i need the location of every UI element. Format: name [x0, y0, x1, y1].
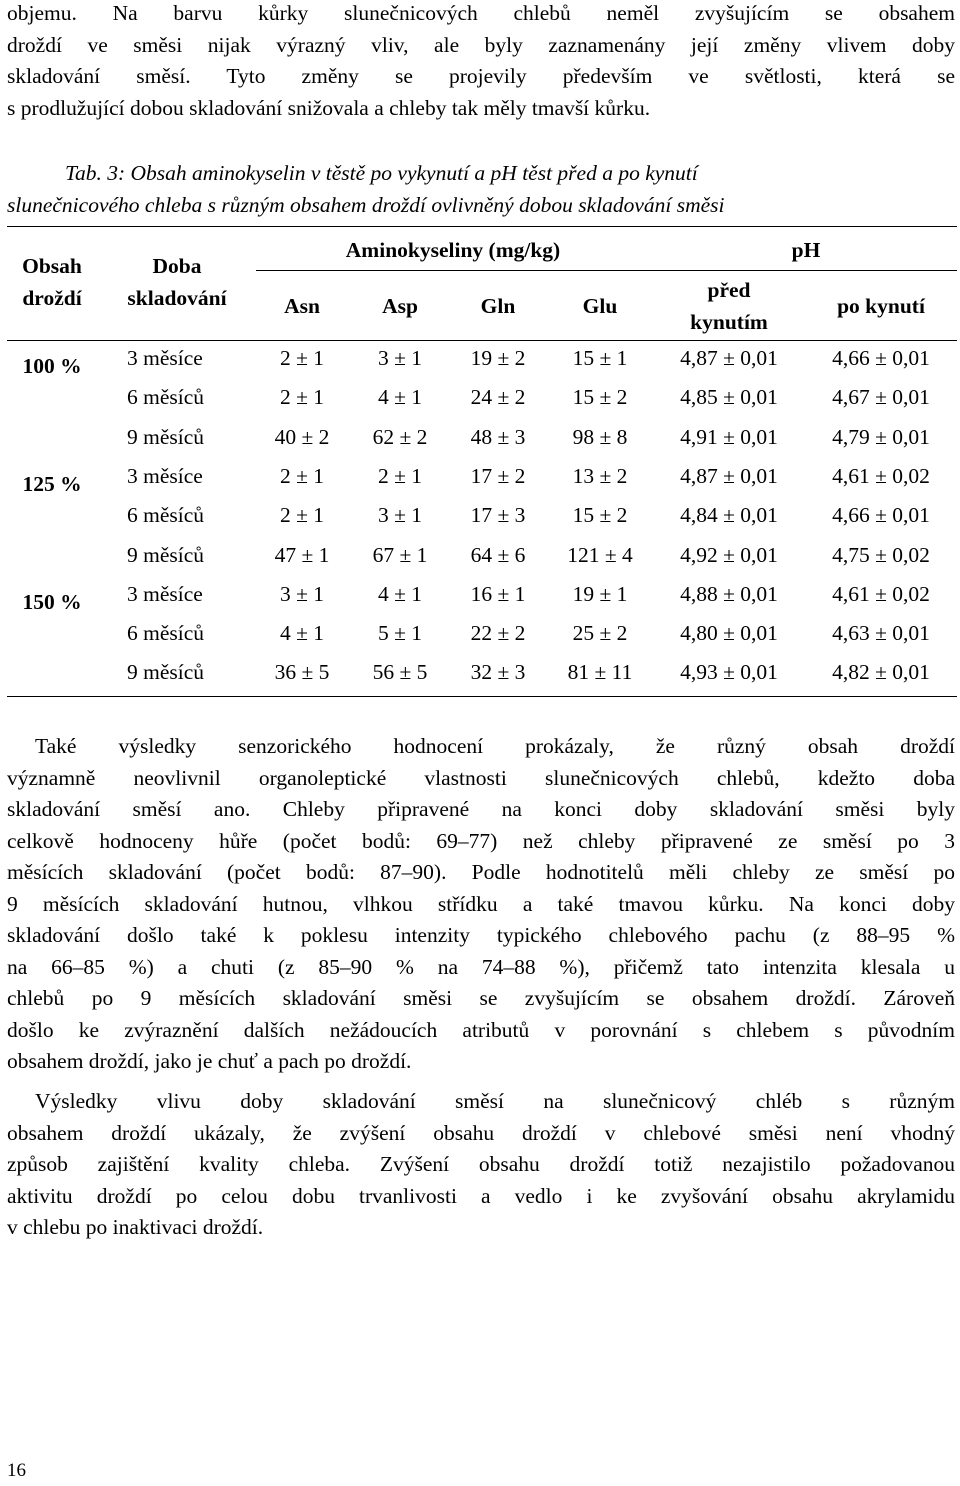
group-label: 150 %: [22, 589, 82, 614]
text-line: 9 měsících skladování hutnou, vlhkou střídku a také tmavou kůrku. Na konci doby: [7, 891, 955, 916]
cell-gln: 32 ± 3: [470, 660, 526, 685]
cell-doba: 9 měsíců: [127, 542, 205, 567]
text-line: na 66–85 %) a chuti (z 85–90 % na 74–88 %), přičemž tato intenzita klesala u: [7, 954, 955, 979]
header-po-kynuti: po kynutí: [837, 294, 925, 318]
cell-asn: 2 ± 1: [279, 385, 325, 410]
text-line: významně neovlivnil organoleptické vlastnosti slunečnicových chlebů, kdežto doba: [7, 765, 955, 790]
cell-asn: 47 ± 1: [274, 542, 330, 567]
text-line: celkově hodnoceny hůře (počet bodů: 69–77) než chleby připravené ze směsí po 3: [7, 828, 955, 853]
cell-pred: 4,87 ± 0,01: [680, 346, 778, 370]
text-line: došlo ke zvýraznění dalších nežádoucích atributů v porovnání s chlebem s původním: [7, 1017, 955, 1042]
cell-po: 4,63 ± 0,01: [832, 621, 930, 646]
cell-pred: 4,93 ± 0,01: [680, 660, 778, 685]
cell-doba: 3 měsíce: [127, 463, 203, 488]
group-label: 100 %: [22, 354, 82, 378]
header-drozdi: droždí: [22, 286, 82, 310]
cell-pred: 4,88 ± 0,01: [680, 581, 778, 606]
cell-asn: 40 ± 2: [274, 424, 330, 449]
text-line: obsahem droždí, jako je chuť a pach po droždí.: [7, 1049, 412, 1073]
header-glu: Glu: [582, 294, 618, 318]
header-gln: Gln: [480, 294, 516, 318]
cell-pred: 4,91 ± 0,01: [680, 424, 778, 449]
header-obsah: Obsah: [22, 254, 82, 278]
cell-gln: 48 ± 3: [470, 424, 526, 449]
caption-line-2: slunečnicového chleba s různým obsahem droždí ovlivněný dobou skladování směsi: [7, 192, 725, 217]
cell-asp: 2 ± 1: [377, 463, 423, 488]
cell-glu: 15 ± 2: [572, 385, 628, 410]
cell-po: 4,82 ± 0,01: [832, 660, 930, 685]
cell-asp: 56 ± 5: [372, 660, 428, 685]
cell-po: 4,61 ± 0,02: [832, 463, 930, 488]
header-kynutim: kynutím: [690, 310, 768, 334]
cell-gln: 24 ± 2: [470, 385, 526, 410]
text-line: skladování směsí. Tyto změny se projevily především ve světlosti, která se: [7, 64, 955, 88]
text-line: skladování směsí ano. Chleby připravené na konci doby skladování směsi byly: [7, 797, 955, 821]
text-line: v chlebu po inaktivaci droždí.: [7, 1215, 264, 1239]
cell-glu: 98 ± 8: [572, 424, 628, 449]
text-line: s prodlužující dobou skladování snižovala a chleby tak měly tmavší kůrku.: [7, 95, 651, 120]
cell-asp: 3 ± 1: [377, 346, 423, 370]
table-group-rule: [256, 270, 957, 271]
cell-asp: 62 ± 2: [372, 424, 428, 449]
cell-doba: 6 měsíců: [127, 503, 205, 528]
cell-asn: 2 ± 1: [279, 503, 325, 528]
cell-glu: 15 ± 1: [572, 346, 628, 370]
cell-pred: 4,92 ± 0,01: [680, 542, 778, 567]
text-line: skladování došlo také k poklesu intenzity typického chlebového pachu (z 88–95 %: [7, 923, 955, 947]
text-line: objemu. Na barvu kůrky slunečnicových chlebů neměl zvyšujícím se obsahem: [7, 1, 955, 25]
table-caption: [7, 158, 955, 221]
text-line: měsících skladování (počet bodů: 87–90). Podle hodnotitelů měli chleby ze směsí po: [7, 860, 955, 884]
cell-gln: 22 ± 2: [470, 621, 526, 646]
header-doba: Doba: [152, 254, 202, 278]
cell-gln: 17 ± 3: [470, 503, 526, 528]
cell-po: 4,75 ± 0,02: [832, 542, 930, 567]
cell-doba: 3 měsíce: [127, 581, 203, 606]
cell-asn: 36 ± 5: [274, 660, 330, 685]
cell-po: 4,66 ± 0,01: [832, 346, 930, 370]
group-label: 125 %: [22, 471, 82, 496]
cell-asp: 4 ± 1: [377, 581, 423, 606]
cell-asn: 3 ± 1: [279, 581, 325, 606]
text-line: aktivitu droždí po celou dobu trvanlivosti a vedlo i ke zvyšování obsahu akrylamidu: [7, 1183, 955, 1208]
cell-asn: 2 ± 1: [279, 346, 325, 370]
cell-doba: 3 měsíce: [127, 346, 203, 370]
header-aminokyseliny: Aminokyseliny (mg/kg): [345, 238, 561, 262]
cell-po: 4,61 ± 0,02: [832, 581, 930, 606]
cell-doba: 9 měsíců: [127, 424, 205, 449]
cell-po: 4,79 ± 0,01: [832, 424, 930, 449]
cell-gln: 16 ± 1: [470, 581, 526, 606]
text-line: obsahem droždí ukázaly, že zvýšení obsahu droždí v chlebové směsi není vhodný: [7, 1120, 955, 1145]
cell-glu: 25 ± 2: [572, 621, 628, 646]
cell-pred: 4,85 ± 0,01: [680, 385, 778, 410]
caption-line-1: Tab. 3: Obsah aminokyselin v těstě po vykynutí a pH těst před a po kynutí: [65, 161, 698, 185]
cell-glu: 15 ± 2: [572, 503, 628, 528]
cell-gln: 64 ± 6: [470, 542, 526, 567]
text-line: Také výsledky senzorického hodnocení prokázaly, že různý obsah droždí: [35, 734, 955, 758]
cell-gln: 17 ± 2: [470, 463, 526, 488]
text-line: chlebů po 9 měsících skladování směsi se zvyšujícím se obsahem droždí. Zároveň: [7, 986, 955, 1010]
cell-asn: 2 ± 1: [279, 463, 325, 488]
cell-asp: 3 ± 1: [377, 503, 423, 528]
text-line: droždí ve směsi nijak výrazný vliv, ale byly zaznamenány její změny vlivem doby: [7, 32, 955, 57]
table-header-rule: [7, 340, 957, 341]
cell-asp: 67 ± 1: [372, 542, 428, 567]
cell-glu: 121 ± 4: [567, 542, 633, 567]
page-number: 16: [7, 1460, 26, 1481]
cell-pred: 4,87 ± 0,01: [680, 463, 778, 488]
cell-asn: 4 ± 1: [279, 621, 325, 646]
cell-pred: 4,84 ± 0,01: [680, 503, 778, 528]
header-asp: Asp: [382, 294, 418, 318]
cell-po: 4,66 ± 0,01: [832, 503, 930, 528]
cell-doba: 6 měsíců: [127, 385, 205, 410]
cell-doba: 9 měsíců: [127, 660, 205, 685]
header-asn: Asn: [284, 294, 320, 318]
table-bottom-rule: [7, 696, 957, 697]
cell-glu: 13 ± 2: [572, 463, 628, 488]
header-ph: pH: [791, 238, 821, 262]
intro-paragraph: [7, 0, 955, 124]
cell-gln: 19 ± 2: [470, 346, 526, 370]
paragraph-sensory: [7, 731, 955, 1078]
cell-doba: 6 měsíců: [127, 621, 205, 646]
table-top-rule: [7, 226, 957, 227]
cell-asp: 4 ± 1: [377, 385, 423, 410]
cell-po: 4,67 ± 0,01: [832, 385, 930, 410]
text-line: způsob zajištění kvality chleba. Zvýšení obsahu droždí totiž nezajistilo požadovanou: [7, 1152, 955, 1176]
header-skladovani: skladování: [127, 286, 227, 310]
cell-glu: 19 ± 1: [572, 581, 628, 606]
text-line: Výsledky vlivu doby skladování směsí na slunečnicový chléb s různým: [35, 1089, 955, 1113]
header-pred: před: [707, 278, 751, 302]
cell-asp: 5 ± 1: [377, 621, 423, 646]
paragraph-conclusion: [7, 1086, 955, 1244]
cell-pred: 4,80 ± 0,01: [680, 621, 778, 646]
cell-glu: 81 ± 11: [567, 660, 633, 685]
